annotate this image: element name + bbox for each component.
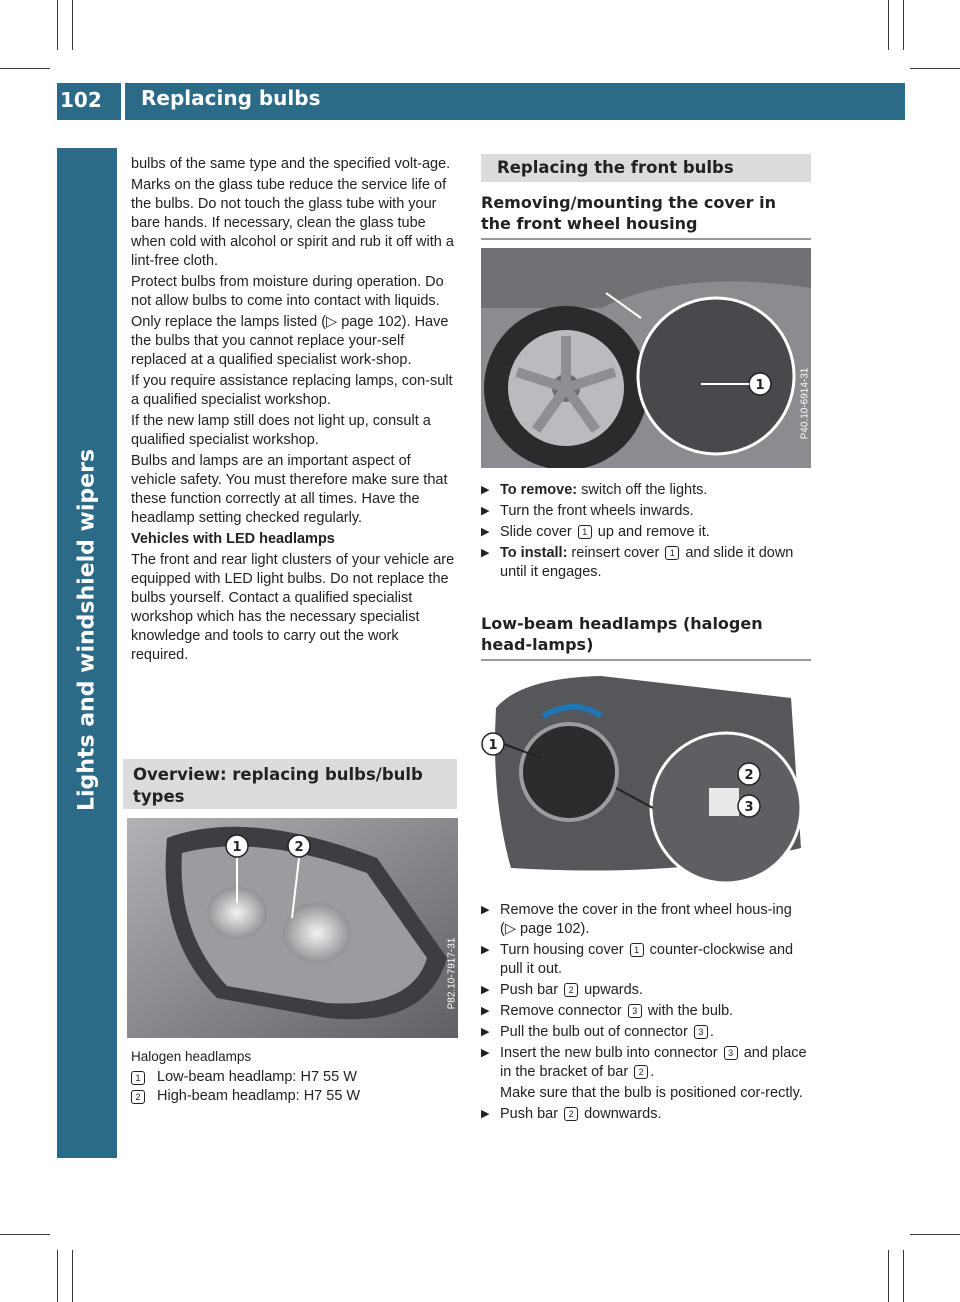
- figure-caption: Halogen headlamps: [131, 1049, 252, 1064]
- overview-heading: [123, 759, 457, 809]
- left-column: [131, 155, 459, 667]
- step-arrow-icon: ▶: [481, 1108, 490, 1120]
- instruction-step: [481, 544, 811, 582]
- instruction-step: [481, 981, 811, 1000]
- step-arrow-icon: ▶: [481, 484, 490, 496]
- instruction-step: [481, 1044, 811, 1082]
- crop-mark: [888, 0, 889, 50]
- step-arrow-icon: ▶: [481, 526, 490, 538]
- svg-text:1: 1: [232, 840, 242, 855]
- step-text: Insert the new bulb into connector: [500, 1045, 722, 1061]
- headlamp-illustration: [127, 818, 458, 1038]
- lowbeam-heading: Low-beam headlamps (halogen head-lamps): [481, 613, 811, 661]
- crop-mark: [72, 0, 73, 50]
- svg-text:1: 1: [755, 378, 765, 393]
- step-text: Remove connector: [500, 1003, 626, 1019]
- figure-code: P40.10-6914-31: [799, 367, 811, 440]
- chapter-tab-label: Lights and windshield wipers: [74, 448, 100, 812]
- crop-mark: [57, 0, 58, 50]
- step-arrow-icon: ▶: [481, 984, 490, 996]
- page-title: Replacing bulbs: [141, 86, 321, 110]
- callout-number: 2: [634, 1065, 648, 1079]
- callout-number: 2: [131, 1090, 145, 1104]
- crop-mark: [903, 1250, 904, 1302]
- step-text: Remove the cover in the front wheel hous-ing (▷ page 102).: [500, 902, 792, 937]
- step-text: up and remove it.: [593, 524, 710, 540]
- step-label: To install:: [500, 545, 568, 561]
- figure-caption-block: [131, 1047, 459, 1106]
- instruction-step: [481, 1105, 811, 1124]
- svg-text:1: 1: [488, 738, 498, 753]
- callout-number: 2: [564, 1107, 578, 1121]
- paragraph: Protect bulbs from moisture during operation. Do not allow bulbs to come into contact with liquids.: [131, 274, 444, 309]
- paragraph: Bulbs and lamps are an important aspect of vehicle safety. You must therefore make sure that these function correctly at all times. Have the headlamp setting checked regularly.: [131, 453, 448, 526]
- legend-item: [131, 1068, 459, 1087]
- section-heading-text: Replacing the front bulbs: [497, 158, 734, 177]
- step-label: To remove:: [500, 482, 578, 498]
- step-arrow-icon: ▶: [481, 505, 490, 517]
- step-text: and place in the bracket of bar: [500, 1045, 807, 1080]
- step-text: Turn the front wheels inwards.: [500, 503, 694, 519]
- crop-mark: [72, 1250, 73, 1302]
- step-text: downwards.: [580, 1106, 662, 1122]
- crop-mark: [888, 1250, 889, 1302]
- overview-heading-text: Overview: replacing bulbs/bulb types: [133, 765, 423, 806]
- paragraph: Only replace the lamps listed (▷ page 102). Have the bulbs that you cannot replace your-self replaced at a qualified specialist work-shop.: [131, 314, 449, 368]
- note-text: Make sure that the bulb is positioned cor-rectly.: [500, 1085, 803, 1101]
- step-text: switch off the lights.: [577, 482, 708, 498]
- paragraph: Marks on the glass tube reduce the service life of the bulbs. Do not touch the glass tube with your bare hands. If necessary, clean the glass tube when cold with alcohol or spirit and rub it off with a lint-free cloth.: [131, 177, 454, 269]
- crop-mark: [903, 0, 904, 50]
- headlamp-figure: [127, 818, 458, 1038]
- cover-heading: Removing/mounting the cover in the front wheel housing: [481, 192, 811, 240]
- callout-number: 3: [694, 1025, 708, 1039]
- crop-mark: [910, 1234, 960, 1235]
- instruction-step: [481, 901, 811, 939]
- step-text: Push bar: [500, 982, 563, 998]
- legend-text: High-beam headlamp: H7 55 W: [157, 1088, 361, 1104]
- svg-text:2: 2: [744, 768, 754, 783]
- instruction-step: [481, 502, 811, 521]
- paragraph: bulbs of the same type and the specified volt-age.: [131, 156, 451, 172]
- step-text: and slide it down until it engages.: [500, 545, 794, 580]
- step-arrow-icon: ▶: [481, 904, 490, 916]
- step-text: .: [650, 1064, 655, 1080]
- section-heading: [481, 154, 811, 182]
- wheel-housing-figure: [481, 248, 811, 468]
- svg-text:3: 3: [744, 800, 754, 815]
- step-text: Push bar: [500, 1106, 563, 1122]
- lowbeam-illustration: [481, 668, 811, 888]
- svg-text:2: 2: [294, 840, 304, 855]
- paragraph: If the new lamp still does not light up, consult a qualified specialist workshop.: [131, 413, 431, 448]
- step-text: Pull the bulb out of connector: [500, 1024, 692, 1040]
- step-text: upwards.: [580, 982, 643, 998]
- callout-number: 1: [578, 525, 592, 539]
- instruction-note: [481, 1084, 811, 1103]
- instruction-step: [481, 523, 811, 542]
- figure-code: P54.35-2286-31: [799, 787, 811, 860]
- callout-number: 1: [665, 546, 679, 560]
- paragraph: If you require assistance replacing lamps, con-sult a qualified specialist workshop.: [131, 373, 453, 408]
- step-text: Slide cover: [500, 524, 576, 540]
- lowbeam-steps: [481, 901, 811, 1126]
- wheel-housing-illustration: [481, 248, 811, 468]
- figure-code: P82.10-7917-31: [446, 937, 458, 1010]
- step-arrow-icon: ▶: [481, 1005, 490, 1017]
- callout-number: 1: [630, 943, 644, 957]
- step-text: counter-clockwise and pull it out.: [500, 942, 794, 977]
- instruction-step: [481, 1002, 811, 1021]
- led-heading: Vehicles with LED headlamps: [131, 531, 335, 547]
- step-text: Turn housing cover: [500, 942, 628, 958]
- instruction-step: [481, 481, 811, 500]
- callout-number: 2: [564, 983, 578, 997]
- step-text: reinsert cover: [567, 545, 664, 561]
- step-arrow-icon: ▶: [481, 1047, 490, 1059]
- crop-mark: [910, 68, 960, 69]
- callout-number: 3: [724, 1046, 738, 1060]
- instruction-step: [481, 941, 811, 979]
- step-arrow-icon: ▶: [481, 944, 490, 956]
- instruction-step: [481, 1023, 811, 1042]
- crop-mark: [0, 1234, 50, 1235]
- page-number: 102: [60, 88, 102, 112]
- callout-number: 1: [131, 1071, 145, 1085]
- step-text: with the bulb.: [643, 1003, 734, 1019]
- step-arrow-icon: ▶: [481, 1026, 490, 1038]
- step-text: .: [709, 1024, 714, 1040]
- header-divider: [121, 83, 125, 120]
- legend-item: [131, 1087, 459, 1106]
- crop-mark: [57, 1250, 58, 1302]
- cover-steps: [481, 481, 811, 584]
- callout-number: 3: [628, 1004, 642, 1018]
- crop-mark: [0, 68, 50, 69]
- legend-text: Low-beam headlamp: H7 55 W: [157, 1069, 357, 1085]
- step-arrow-icon: ▶: [481, 547, 490, 559]
- paragraph: The front and rear light clusters of your vehicle are equipped with LED light bulbs. Do not replace the bulbs yourself. Contact a qualified specialist workshop which has the necessary specialist knowledge and tools to carry out the work required.: [131, 552, 455, 663]
- lowbeam-figure: [481, 668, 811, 888]
